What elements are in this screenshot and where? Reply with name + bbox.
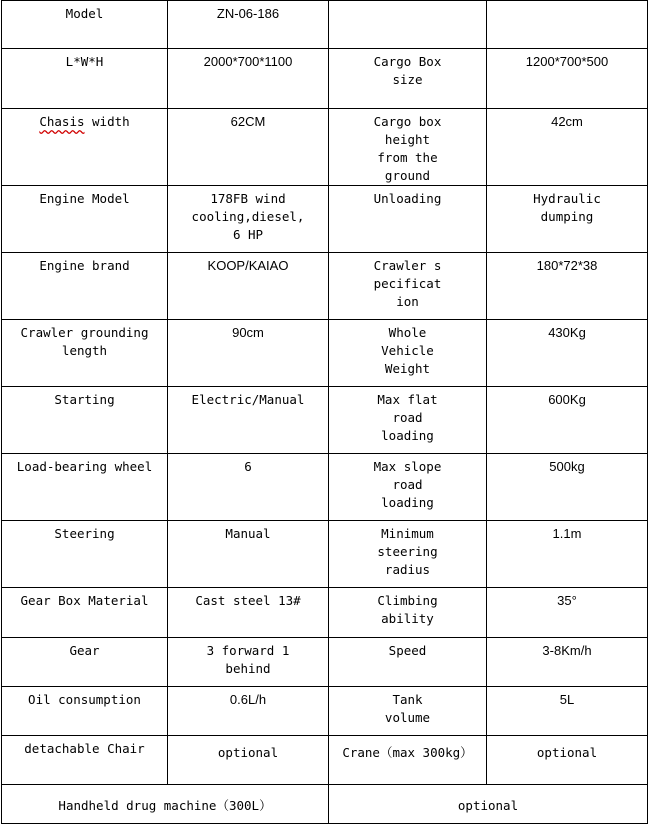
value-cell: 6 (168, 454, 329, 521)
table-row (2, 49, 648, 109)
label-cell: Climbing ability (329, 588, 487, 638)
table-row (2, 785, 648, 824)
table-row (2, 387, 648, 454)
value-cell: 1200*700*500 (487, 49, 648, 109)
value-cell: 0.6L/h (168, 687, 329, 736)
value-cell: KOOP/KAIAO (168, 253, 329, 320)
label-cell: Engine Model (2, 186, 168, 253)
value-cell: optional (487, 736, 648, 785)
label-cell: Gear (2, 638, 168, 687)
value-cell: 35° (487, 588, 648, 638)
table-row (2, 454, 648, 521)
label-cell: Crawler grounding length (2, 320, 168, 387)
value-cell: 62CM (168, 109, 329, 186)
spec-table (1, 0, 648, 824)
value-cell: Hydraulic dumping (487, 186, 648, 253)
label-cell: detachable Chair (2, 736, 168, 785)
label-cell: Gear Box Material (2, 588, 168, 638)
table-row (2, 736, 648, 785)
label-cell: Whole Vehicle Weight (329, 320, 487, 387)
table-row (2, 521, 648, 588)
value-cell: Cast steel 13# (168, 588, 329, 638)
label-cell: L*W*H (2, 49, 168, 109)
footer-value-cell: optional (329, 785, 648, 824)
label-cell: Crane（max 300kg） (329, 736, 487, 785)
value-cell: 3 forward 1 behind (168, 638, 329, 687)
table-row (2, 1, 648, 49)
label-cell: Steering (2, 521, 168, 588)
value-cell: 2000*700*1100 (168, 49, 329, 109)
label-cell: Max slope road loading (329, 454, 487, 521)
label-cell: Starting (2, 387, 168, 454)
label-cell: Tank volume (329, 687, 487, 736)
value-cell: 180*72*38 (487, 253, 648, 320)
label-cell: Cargo Box size (329, 49, 487, 109)
table-row (2, 186, 648, 253)
value-cell (487, 1, 648, 49)
table-row (2, 253, 648, 320)
label-cell: Model (2, 1, 168, 49)
value-cell: 3-8Km/h (487, 638, 648, 687)
value-cell: 90cm (168, 320, 329, 387)
value-cell: 600Kg (487, 387, 648, 454)
label-cell: Load-bearing wheel (2, 454, 168, 521)
label-cell: Oil consumption (2, 687, 168, 736)
table-row (2, 320, 648, 387)
value-cell: Manual (168, 521, 329, 588)
table-row (2, 638, 648, 687)
label-cell (329, 1, 487, 49)
value-cell: 500kg (487, 454, 648, 521)
table-row (2, 687, 648, 736)
chasis-label-rest: width (84, 114, 130, 129)
label-cell: Unloading (329, 186, 487, 253)
footer-label-cell: Handheld drug machine（300L） (2, 785, 329, 824)
label-cell: Crawler specification (329, 253, 487, 320)
value-cell: 5L (487, 687, 648, 736)
label-cell: Cargo box height from the ground (329, 109, 487, 186)
table-row (2, 109, 648, 186)
label-cell: Minimum steering radius (329, 521, 487, 588)
label-cell: Engine brand (2, 253, 168, 320)
value-cell: 1.1m (487, 521, 648, 588)
value-cell: optional (168, 736, 329, 785)
label-cell: Max flat road loading (329, 387, 487, 454)
spec-sheet (1, 0, 647, 822)
value-cell: Electric/Manual (168, 387, 329, 454)
chasis-misspelled-word: Chasis (39, 114, 85, 129)
value-cell: 430Kg (487, 320, 648, 387)
label-cell: Speed (329, 638, 487, 687)
label-cell (2, 109, 168, 186)
value-cell: ZN-06-186 (168, 1, 329, 49)
table-row (2, 588, 648, 638)
value-cell: 178FB wind cooling,diesel,6 HP (168, 186, 329, 253)
value-cell: 42cm (487, 109, 648, 186)
